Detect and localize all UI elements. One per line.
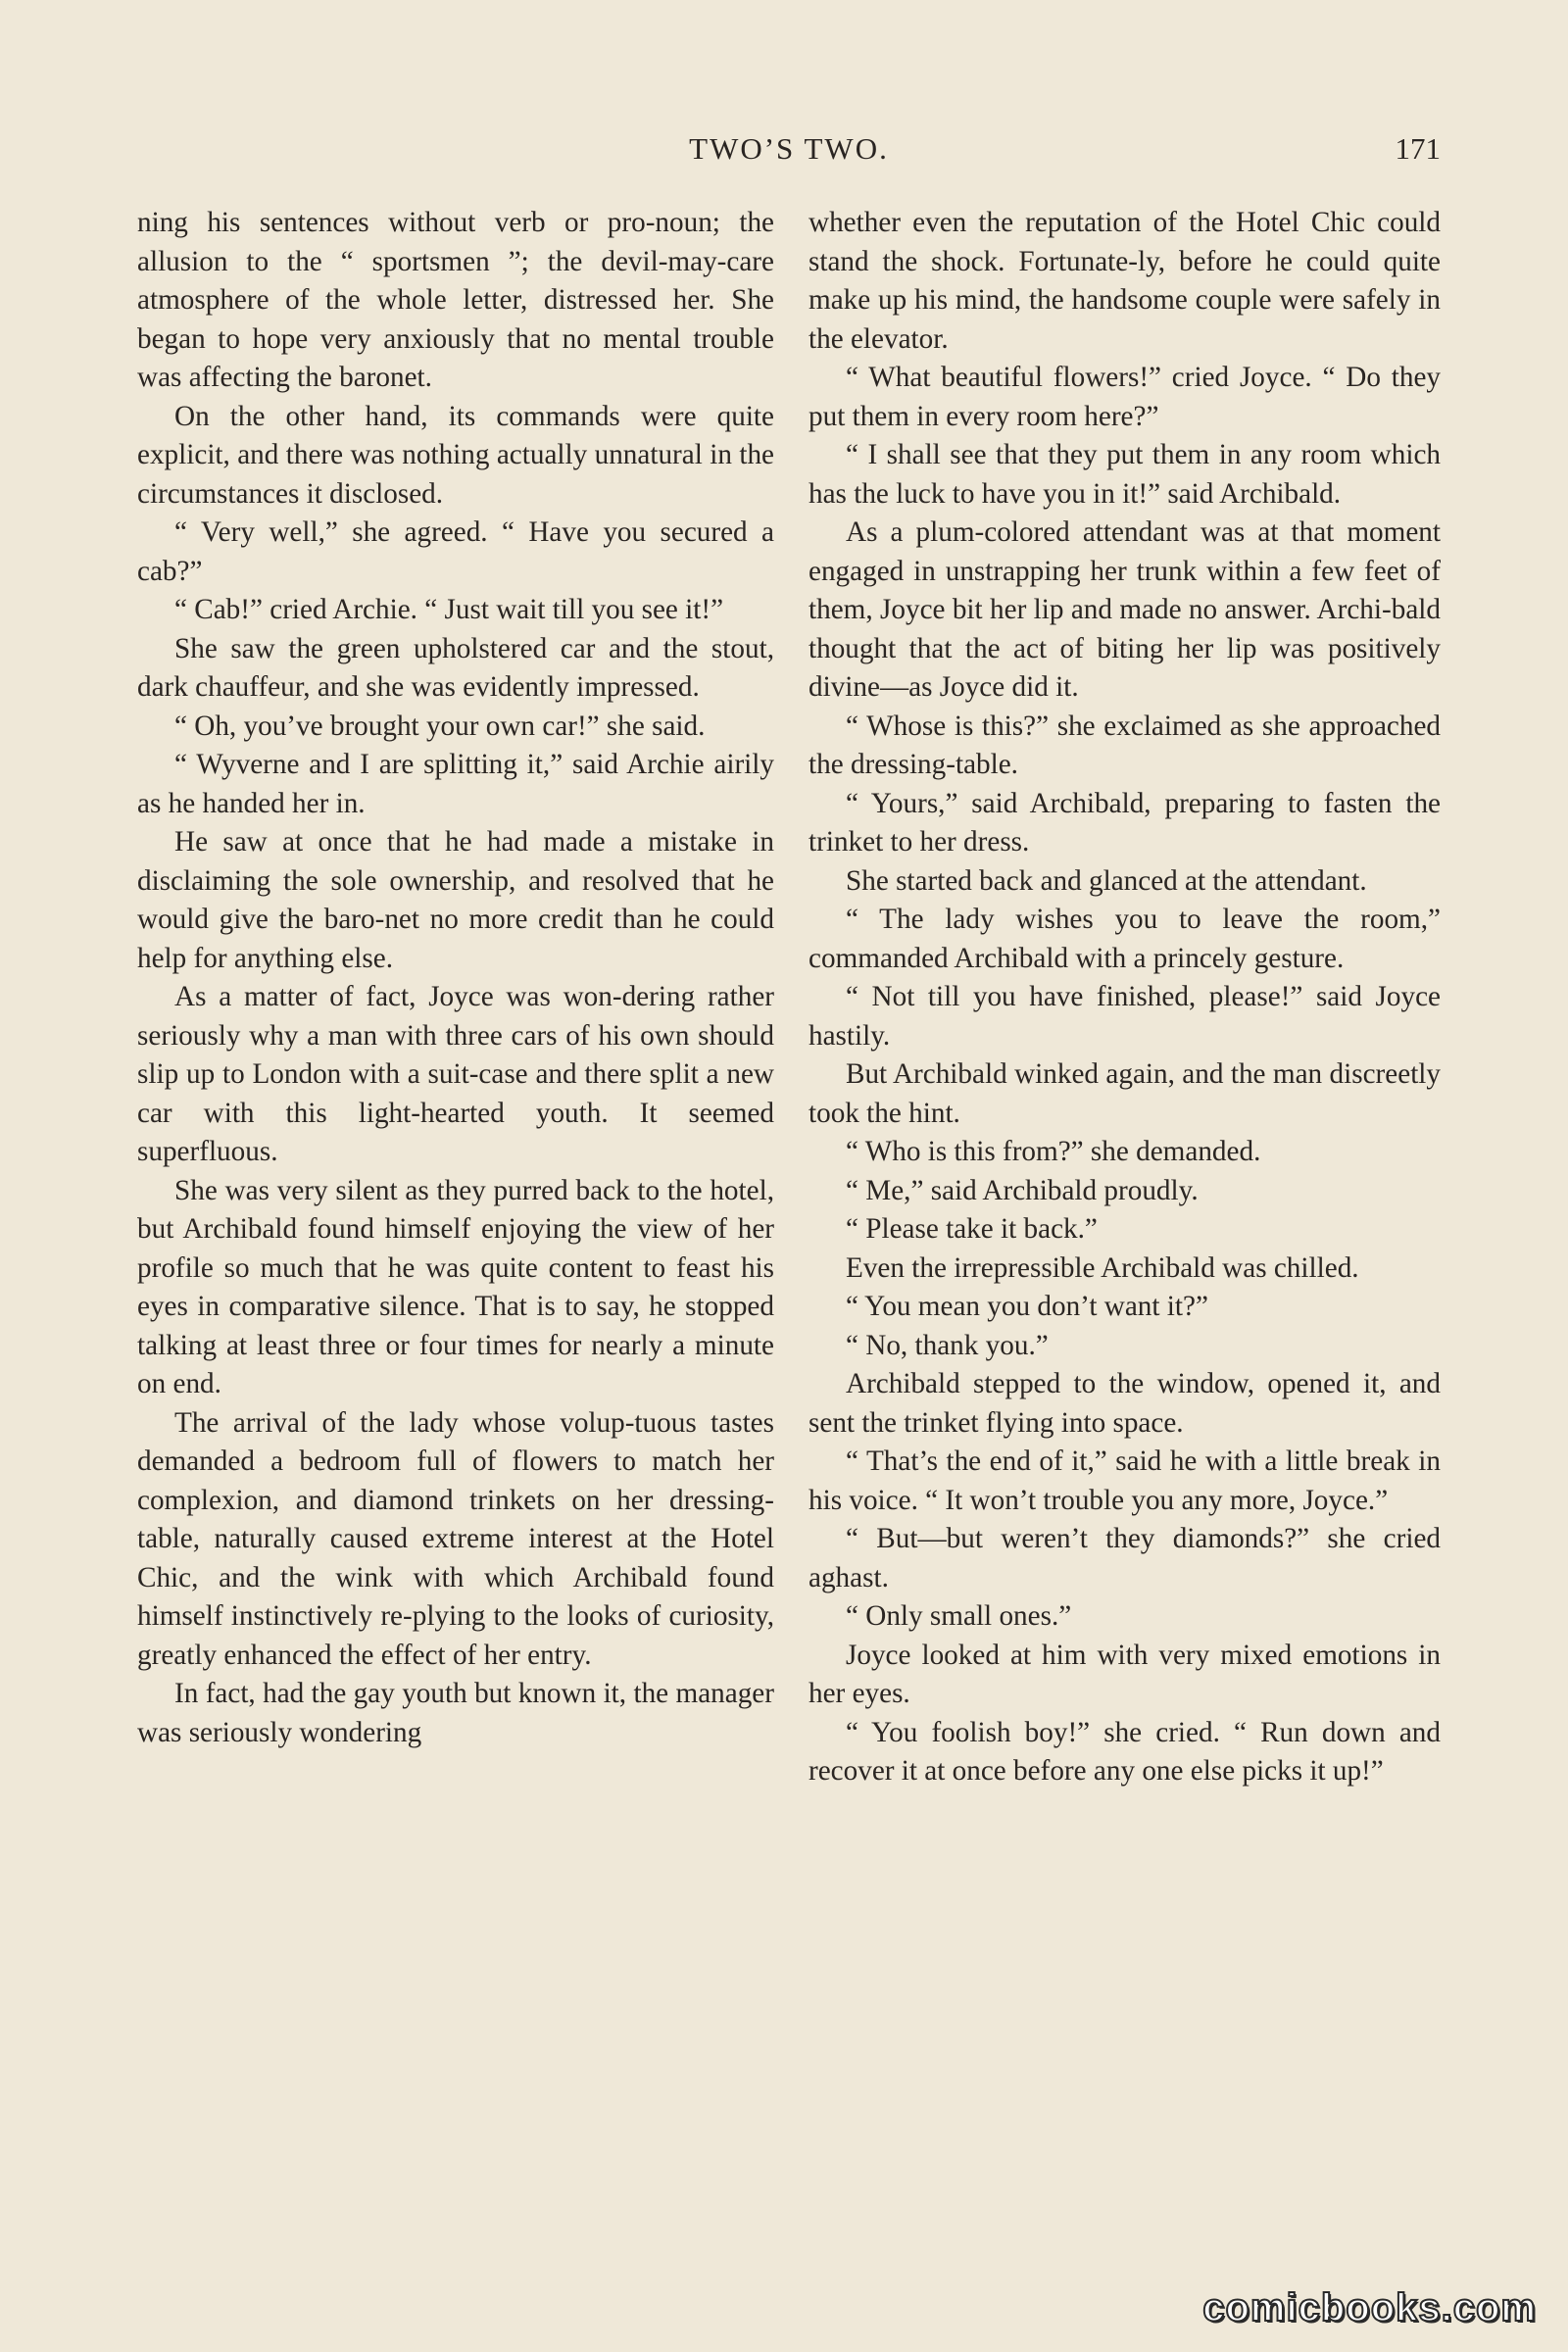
paragraph: “ You foolish boy!” she cried. “ Run down and recover it at once before any one else picks it up!”: [808, 1716, 1441, 1787]
paragraph: “ Me,” said Archibald proudly.: [846, 1174, 1199, 1206]
paragraph: “ Cab!” cried Archie. “ Just wait till you see it!”: [174, 594, 724, 625]
page-number: 171: [1395, 131, 1441, 166]
paragraph: Joyce looked at him with very mixed emotions in her eyes.: [808, 1639, 1441, 1709]
paragraph: She was very silent as they purred back to the hotel, but Archibald found himself enjoying the view of her profile so much that he was quite content to feast his eyes in comparative silence. That is to say, he stopped talking at least three or four times for nearly a minute on end.: [137, 1174, 774, 1399]
paragraph: “ That’s the end of it,” said he with a little break in his voice. “ It won’t trouble you any more, Joyce.”: [808, 1446, 1441, 1516]
paragraph: He saw at once that he had made a mistake in disclaiming the sole ownership, and resolved that he would give the baro-net no more credit than he could help for anything else.: [137, 826, 774, 974]
paragraph: In fact, had the gay youth but known it, the manager was seriously wondering: [137, 1678, 774, 1748]
paragraph: “ Whose is this?” she exclaimed as she approached the dressing-table.: [808, 710, 1441, 780]
paragraph: “ Who is this from?” she demanded.: [846, 1136, 1261, 1167]
paragraph: “ Oh, you’ve brought your own car!” she said.: [174, 710, 706, 742]
paragraph: ning his sentences without verb or pro-noun; the allusion to the “ sportsmen ”; the devil-may-care atmosphere of the whole letter, distressed her. She began to hope very anxiously that no mental trouble was affecting the baronet.: [137, 207, 774, 393]
right-text-column: [808, 204, 1441, 1791]
page-header: [137, 131, 1441, 171]
paragraph: Archibald stepped to the window, opened it, and sent the trinket flying into space.: [808, 1368, 1441, 1439]
paragraph: “ Yours,” said Archibald, preparing to fasten the trinket to her dress.: [808, 787, 1441, 858]
paragraph: “ Only small ones.”: [846, 1600, 1072, 1632]
paragraph: “ Very well,” she agreed. “ Have you secured a cab?”: [137, 516, 774, 587]
paragraph: The arrival of the lady whose volup-tuous tastes demanded a bedroom full of flowers to match her complexion, and diamond trinkets on her dressing-table, naturally caused extreme interest at the Hotel Chic, and the wink with which Archibald found himself instinctively re-plying to the looks of curiosity, greatly enhanced the effect of her entry.: [137, 1406, 774, 1671]
paragraph: “ You mean you don’t want it?”: [846, 1291, 1208, 1322]
paragraph: As a plum-colored attendant was at that moment engaged in unstrapping her trunk within a few feet of them, Joyce bit her lip and made no answer. Archi-bald thought that the act of biting her lip was positively divine—as Joyce did it.: [808, 516, 1441, 703]
paragraph: “ But—but weren’t they diamonds?” she cried aghast.: [808, 1523, 1441, 1593]
paragraph: But Archibald winked again, and the man discreetly took the hint.: [808, 1058, 1441, 1129]
paragraph: On the other hand, its commands were quite explicit, and there was nothing actually unnatural in the circumstances it disclosed.: [137, 400, 774, 510]
paragraph: “ I shall see that they put them in any room which has the luck to have you in it!” said Archibald.: [808, 439, 1441, 510]
paragraph: “ Not till you have finished, please!” said Joyce hastily.: [808, 981, 1441, 1052]
running-title: TWO’S TWO.: [689, 131, 889, 166]
paragraph: She saw the green upholstered car and the stout, dark chauffeur, and she was evidently impressed.: [137, 632, 774, 703]
paragraph: “ Wyverne and I are splitting it,” said Archie airily as he handed her in.: [137, 749, 774, 819]
paragraph: As a matter of fact, Joyce was won-dering rather seriously why a man with three cars of his own should slip up to London with a suit-case and there split a new car with this light-hearted youth. It seemed superfluous.: [137, 981, 774, 1167]
site-watermark: comicbooks.com: [1202, 2286, 1537, 2329]
paragraph: whether even the reputation of the Hotel Chic could stand the shock. Fortunate-ly, before he could quite make up his mind, the handsome couple were safely in the elevator.: [808, 207, 1441, 355]
paragraph: “ Please take it back.”: [846, 1213, 1098, 1245]
paragraph: “ No, thank you.”: [846, 1329, 1049, 1361]
paragraph: She started back and glanced at the attendant.: [846, 864, 1367, 897]
paragraph: Even the irrepressible Archibald was chilled.: [846, 1251, 1359, 1284]
left-text-column: [137, 204, 774, 1752]
paragraph: “ The lady wishes you to leave the room,” commanded Archibald with a princely gesture.: [808, 904, 1441, 974]
paragraph: “ What beautiful flowers!” cried Joyce. “ Do they put them in every room here?”: [808, 362, 1441, 432]
